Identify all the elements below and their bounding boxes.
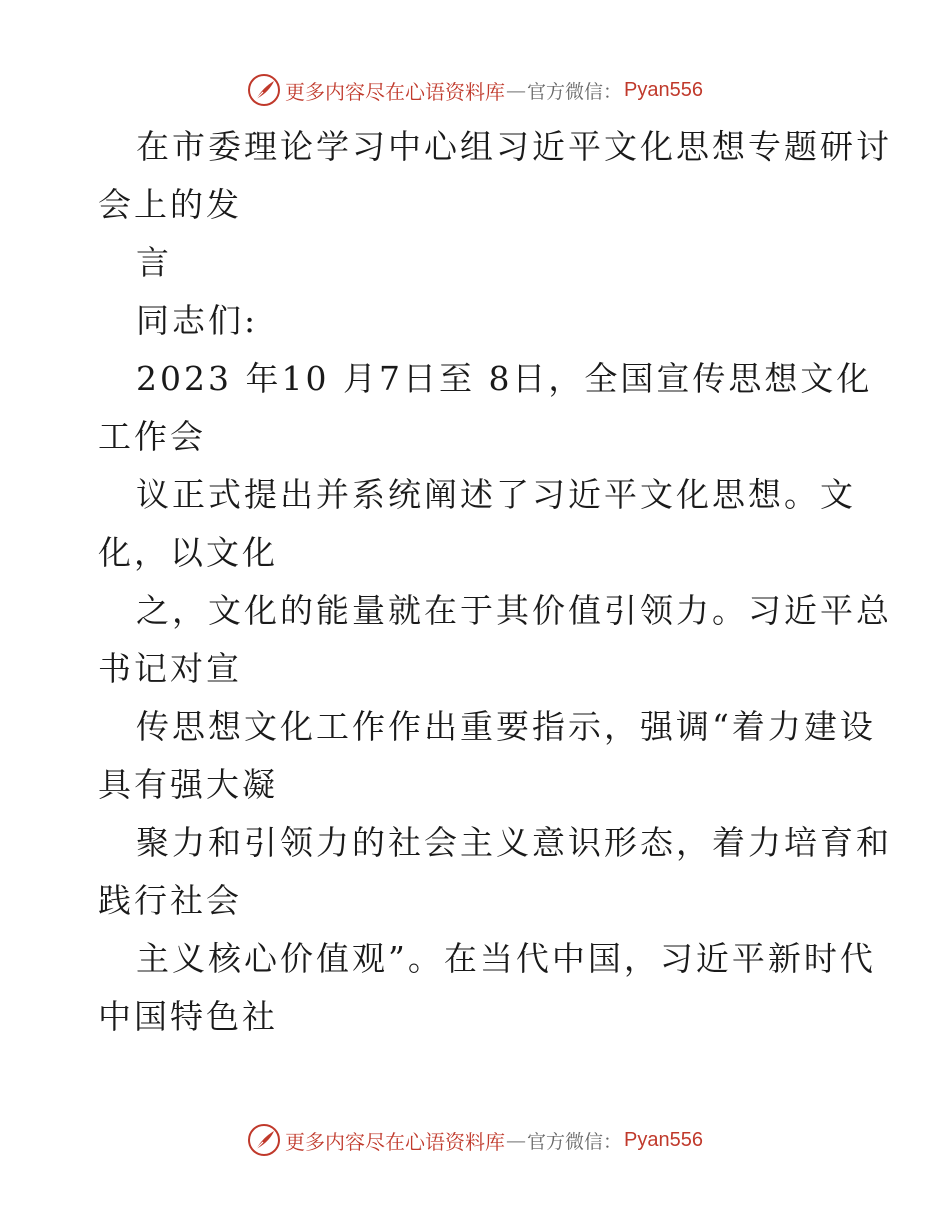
document-line: 2023 年10 月7日至 8日，全国宣传思想文化: [136, 359, 873, 398]
document-line: 同志们:: [136, 301, 259, 340]
document-line: 化，以文化: [98, 533, 278, 572]
document-line: 中国特色社: [98, 997, 278, 1036]
watermark-dash: —: [506, 78, 526, 102]
document-line: 聚力和引领力的社会主义意识形态，着力培育和: [136, 823, 892, 862]
wechat-label: 官方微信：: [527, 80, 623, 103]
document-line: 会上的发: [98, 185, 242, 224]
document-line: 传思想文化工作作出重要指示，强调“着力建设: [136, 707, 876, 746]
watermark-text: 更多内容尽在心语资料库: [285, 79, 505, 104]
watermark-dash: —: [506, 1128, 526, 1152]
document-line: 书记对宣: [98, 649, 242, 688]
wechat-label: 官方微信：: [527, 1130, 623, 1153]
watermark-text: 更多内容尽在心语资料库: [285, 1129, 505, 1154]
wechat-id: Pyan556: [624, 78, 703, 101]
wechat-id: Pyan556: [624, 1128, 703, 1151]
footer-watermark-banner: [0, 1118, 950, 1162]
document-line: 言: [136, 243, 172, 282]
feather-pen-logo-icon: [247, 73, 281, 107]
feather-pen-logo-icon: [247, 1123, 281, 1157]
document-line: 议正式提出并系统阐述了习近平文化思想。文: [136, 475, 856, 514]
document-line: 之，文化的能量就在于其价值引领力。习近平总: [136, 591, 892, 630]
document-line: 具有强大凝: [98, 765, 278, 804]
document-line: 工作会: [98, 417, 206, 456]
document-line: 主义核心价值观”。在当代中国，习近平新时代: [136, 939, 876, 978]
document-line: 践行社会: [98, 881, 242, 920]
document-line: 在市委理论学习中心组习近平文化思想专题研讨: [136, 127, 892, 166]
document-body: [98, 118, 892, 1046]
header-watermark-banner: [0, 68, 950, 112]
